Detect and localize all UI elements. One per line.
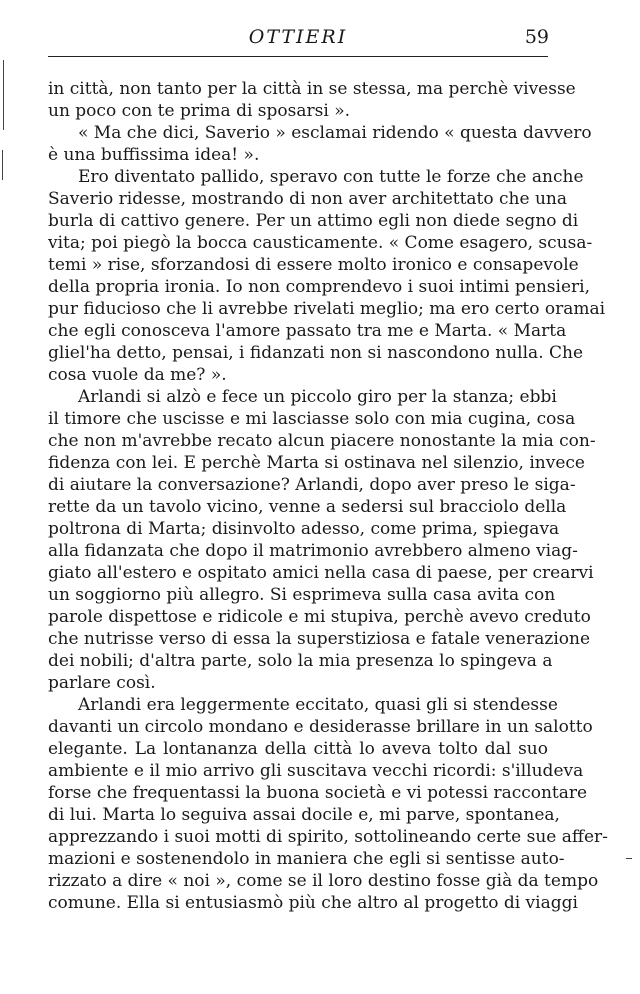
text-line: rette da un tavolo vicino, venne a sedersi sul bracciolo della [48, 497, 567, 517]
text-line: dei nobili; d'altra parte, solo la mia presenza lo spingeva a [48, 651, 553, 671]
page-number: 59 [524, 26, 549, 48]
text-line: vita; poi piegò la bocca causticamente. « Come esagero, scusa- [48, 233, 593, 253]
text-line: rizzato a dire « noi », come se il loro destino fosse già da tempo [48, 871, 599, 891]
body-text [48, 78, 608, 914]
text-line: pur fiducioso che li avrebbe rivelati meglio; ma ero certo oramai [48, 299, 606, 319]
text-line: forse che frequentassi la buona società e vi potessi raccontare [48, 783, 588, 803]
text-line: un soggiorno più allegro. Si esprimeva sulla casa avita con [48, 585, 556, 605]
text-line: che egli conosceva l'amore passato tra me e Marta. « Marta [48, 321, 567, 341]
text-line: mazioni e sostenendolo in maniera che egli si sentisse auto- [48, 849, 565, 869]
text-line: in città, non tanto per la città in se stessa, ma perchè vivesse [48, 79, 576, 99]
text-line: fidenza con lei. E perchè Marta si ostinava nel silenzio, invece [48, 453, 585, 473]
text-line: parole dispettose e ridicole e mi stupiva, perchè avevo creduto [48, 607, 591, 627]
text-line: cosa vuole da me? ». [48, 365, 227, 385]
scan-edge-mark [2, 150, 3, 180]
text-line: di aiutare la conversazione? Arlandi, dopo aver preso le siga- [48, 475, 576, 495]
page-header [48, 22, 548, 56]
running-title: OTTIERI [248, 26, 348, 48]
text-line: Arlandi si alzò e fece un piccolo giro per la stanza; ebbi [78, 387, 557, 407]
text-line: gliel'ha detto, pensai, i fidanzati non si nascondono nulla. Che [48, 343, 584, 363]
text-line: che non m'avrebbe recato alcun piacere nonostante la mia con- [48, 431, 596, 451]
scan-edge-mark [626, 858, 632, 859]
text-line: temi » rise, sforzandosi di essere molto ironico e consapevole [48, 255, 579, 275]
text-line: giato all'estero e ospitato amici nella casa di paese, per crearvi [48, 563, 594, 583]
text-line: parlare così. [48, 673, 156, 693]
text-line: il timore che uscisse e mi lasciasse solo con mia cugina, cosa [48, 409, 576, 429]
text-line: apprezzando i suoi motti di spirito, sottolineando certe sue affer- [48, 827, 608, 847]
text-line: poltrona di Marta; disinvolto adesso, come prima, spiegava [48, 519, 560, 539]
text-line: che nutrisse verso di essa la superstiziosa e fatale venerazione [48, 629, 590, 649]
text-line: ambiente e il mio arrivo gli suscitava vecchi ricordi: s'illudeva [48, 761, 584, 781]
text-line: Saverio ridesse, mostrando di non aver architettato che una [48, 189, 567, 209]
scan-edge-mark [3, 60, 4, 130]
text-line: burla di cattivo genere. Per un attimo egli non diede segno di [48, 211, 579, 231]
text-line: Arlandi era leggermente eccitato, quasi gli si stendesse [78, 695, 558, 715]
text-line: « Ma che dici, Saverio » esclamai ridendo « questa davvero [78, 123, 592, 143]
text-line: è una buffissima idea! ». [48, 145, 260, 165]
text-line: un poco con te prima di sposarsi ». [48, 101, 351, 121]
text-line: comune. Ella si entusiasmò più che altro al progetto di viaggi [48, 893, 578, 913]
text-line: elegante. La lontananza della città lo aveva tolto dal suo [48, 739, 548, 759]
text-line: della propria ironia. Io non comprendevo i suoi intimi pensieri, [48, 277, 590, 297]
header-rule [48, 56, 548, 57]
text-line: davanti un circolo mondano e desiderasse brillare in un salotto [48, 717, 593, 737]
text-line: Ero diventato pallido, speravo con tutte le forze che anche [78, 167, 584, 187]
text-line: di lui. Marta lo seguiva assai docile e, mi parve, spontanea, [48, 805, 560, 825]
text-line: alla fidanzata che dopo il matrimonio avrebbero almeno viag- [48, 541, 578, 561]
